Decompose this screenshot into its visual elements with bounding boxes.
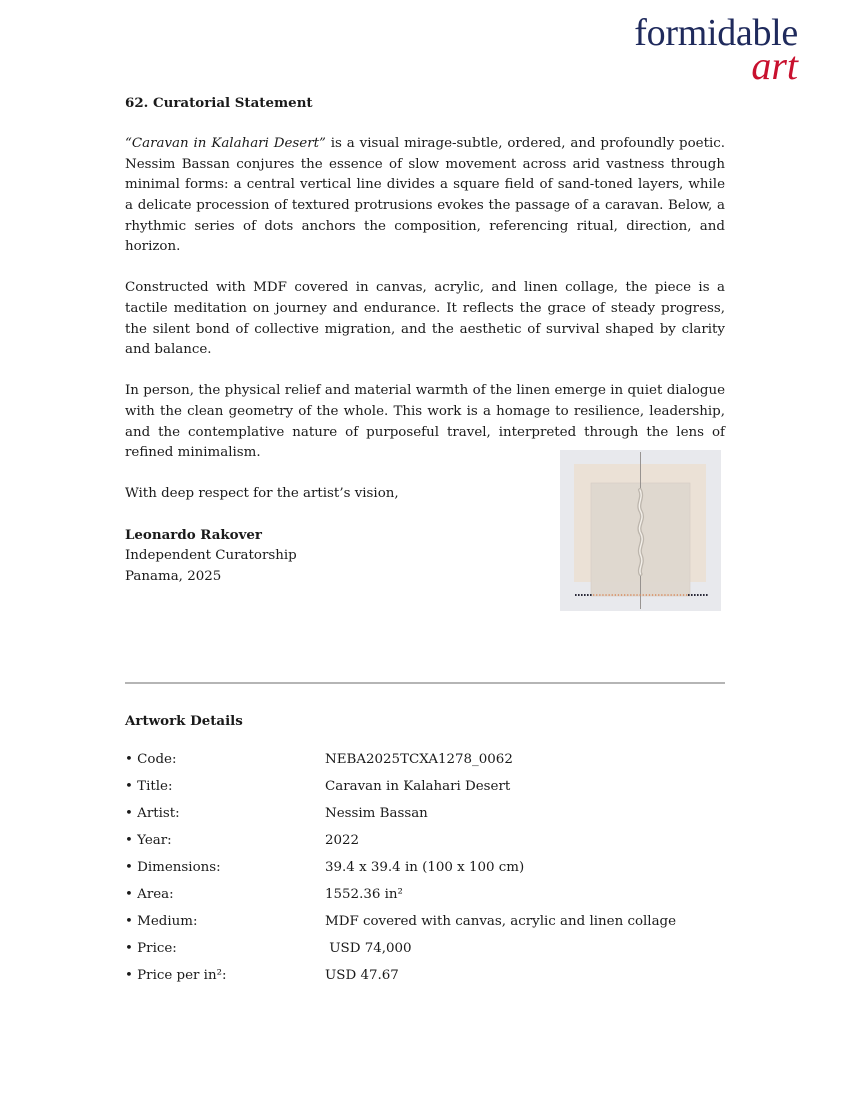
detail-row-medium — [125, 914, 725, 941]
statement-paragraph-2: Constructed with MDF covered in canvas, acrylic, and linen collage, the piece is a tactile meditation on journey and endurance. It reflects the grace of steady progress, the silent bond of collective migration, and the aesthetic of survival shaped by clarity and balance. — [125, 280, 725, 358]
detail-row-title — [125, 779, 725, 806]
statement-paragraph-1-text: is a visual mirage-subtle, ordered, and profoundly poetic. Nessim Bassan conjures the essence of slow movement across arid vastness through minimal forms: a central vertical line divides a square field of sand-toned layers, while a delicate procession of textured protrusions evokes the passage of a caravan. Below, a rhythmic series of dots anchors the composition, referencing ritual, direction, and horizon. — [125, 136, 726, 255]
statement-paragraph-1 — [125, 134, 725, 258]
detail-row-artist — [125, 806, 725, 833]
detail-row-year — [125, 833, 725, 860]
detail-label: • Price: — [125, 941, 177, 956]
detail-label: • Area: — [125, 887, 174, 902]
detail-value: USD 74,000 — [325, 941, 412, 956]
detail-value: 2022 — [325, 833, 360, 848]
detail-row-price-per-area — [125, 968, 725, 995]
statement-heading: 62. Curatorial Statement — [125, 95, 313, 111]
detail-label: • Title: — [125, 779, 173, 794]
detail-value: 39.4 x 39.4 in (100 x 100 cm) — [325, 860, 525, 875]
signer-title: Independent Curatorship — [125, 548, 297, 564]
detail-label: • Dimensions: — [125, 860, 221, 875]
artwork-image — [560, 450, 721, 611]
brand-logo-accent: art — [751, 43, 798, 88]
brand-logo-word: formidable — [634, 12, 798, 54]
detail-row-code — [125, 752, 725, 779]
artwork-details — [125, 711, 725, 995]
detail-value: Caravan in Kalahari Desert — [325, 779, 511, 794]
details-title: Artwork Details — [125, 713, 243, 729]
detail-label: • Code: — [125, 752, 177, 767]
signer-name: Leonardo Rakover — [125, 527, 262, 544]
detail-row-area — [125, 887, 725, 914]
detail-value: 1552.36 in² — [325, 887, 403, 902]
detail-label: • Year: — [125, 833, 172, 848]
detail-label: • Artist: — [125, 806, 180, 821]
detail-label: • Price per in²: — [125, 968, 227, 983]
statement-paragraph-3: In person, the physical relief and material warmth of the linen emerge in quiet dialogue with the clean geometry of the whole. This work is a homage to resilience, leadership, and the contemplative nature of purposeful travel, interpreted through the lens of refined minimalism. — [125, 383, 725, 461]
closing-line: With deep respect for the artist’s vision, — [125, 486, 399, 502]
detail-value: USD 47.67 — [325, 968, 399, 983]
artwork-title-italic: “Caravan in Kalahari Desert” — [125, 136, 326, 152]
detail-value: MDF covered with canvas, acrylic and linen collage — [325, 914, 677, 929]
detail-value: Nessim Bassan — [325, 806, 428, 821]
detail-label: • Medium: — [125, 914, 198, 929]
detail-value: NEBA2025TCXA1278_0062 — [325, 752, 513, 767]
signer-place: Panama, 2025 — [125, 568, 222, 584]
detail-row-dimensions — [125, 860, 725, 887]
brand-logo — [634, 14, 798, 86]
section-divider — [125, 682, 725, 684]
detail-row-price — [125, 941, 725, 968]
